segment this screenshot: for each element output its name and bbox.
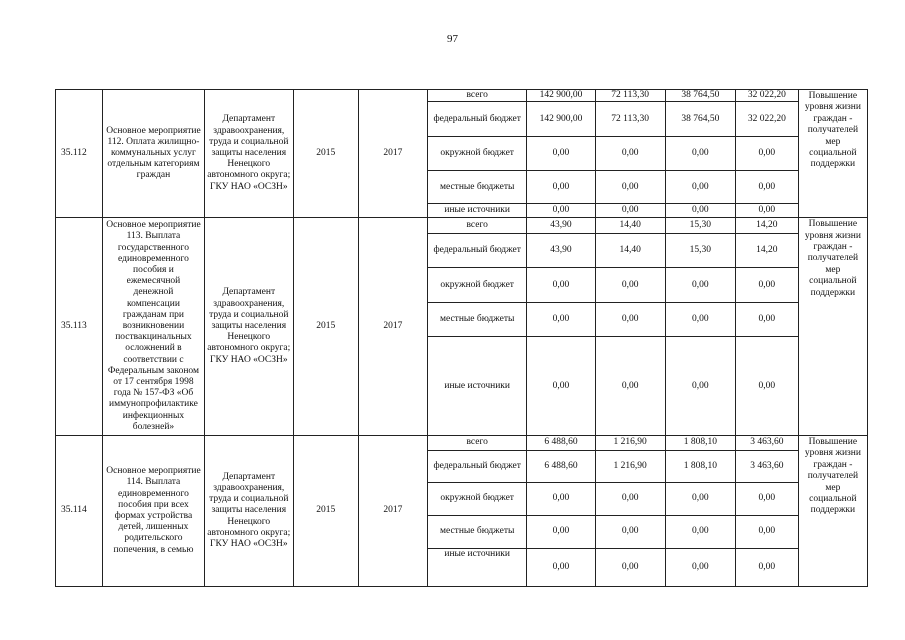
funding-source-label: иные источники bbox=[427, 549, 527, 587]
row-number: 35.112 bbox=[56, 90, 103, 218]
amount-2016: 0,00 bbox=[665, 137, 735, 171]
amount-2017: 0,00 bbox=[735, 171, 798, 204]
amount-2016: 0,00 bbox=[665, 516, 735, 549]
activity-description: Основное мероприятие 114. Выплата единовременного пособия при всех формах устройства детей, лишенных родительского попечения, в семью bbox=[103, 436, 205, 587]
amount-2017: 0,00 bbox=[735, 549, 798, 587]
funding-source-label: окружной бюджет bbox=[427, 267, 527, 302]
amount-total: 0,00 bbox=[527, 303, 595, 337]
amount-2015: 0,00 bbox=[595, 204, 665, 218]
amount-total: 6 488,60 bbox=[527, 436, 595, 451]
amount-2016: 15,30 bbox=[665, 218, 735, 234]
amount-total: 0,00 bbox=[527, 516, 595, 549]
amount-total: 0,00 bbox=[527, 337, 595, 436]
amount-total: 43,90 bbox=[527, 218, 595, 234]
end-year: 2017 bbox=[358, 90, 427, 218]
activity-description: Основное мероприятие 112. Оплата жилищно-коммунальных услуг отдельным категориям граждан bbox=[103, 90, 205, 218]
row-number: 35.113 bbox=[56, 218, 103, 436]
table-row bbox=[56, 218, 868, 234]
amount-total: 6 488,60 bbox=[527, 451, 595, 483]
amount-2015: 0,00 bbox=[595, 483, 665, 516]
amount-2017: 0,00 bbox=[735, 337, 798, 436]
funding-source-label: всего bbox=[427, 436, 527, 451]
amount-2017: 0,00 bbox=[735, 483, 798, 516]
funding-source-label: окружной бюджет bbox=[427, 483, 527, 516]
expected-result: Повышение уровня жизни граждан - получателей мер социальной поддержки bbox=[798, 436, 867, 587]
amount-2017: 3 463,60 bbox=[735, 451, 798, 483]
funding-source-label: окружной бюджет bbox=[427, 137, 527, 171]
amount-total: 43,90 bbox=[527, 233, 595, 267]
amount-2017: 0,00 bbox=[735, 303, 798, 337]
amount-2015: 0,00 bbox=[595, 267, 665, 302]
amount-2016: 38 764,50 bbox=[665, 90, 735, 102]
funding-source-label: всего bbox=[427, 218, 527, 234]
row-number: 35.114 bbox=[56, 436, 103, 587]
amount-2015: 0,00 bbox=[595, 337, 665, 436]
responsible-department: Департамент здравоохранения, труда и социальной защиты населения Ненецкого автономного округа; ГКУ НАО «ОСЗН» bbox=[204, 218, 293, 436]
end-year: 2017 bbox=[358, 436, 427, 587]
funding-source-label: местные бюджеты bbox=[427, 516, 527, 549]
funding-source-label: иные источники bbox=[427, 337, 527, 436]
amount-2015: 1 216,90 bbox=[595, 436, 665, 451]
amount-2016: 0,00 bbox=[665, 303, 735, 337]
table-row bbox=[56, 436, 868, 451]
activity-description: Основное мероприятие 113. Выплата государственного единовременного пособия и ежемесячной денежной компенсации гражданам при возникновении поствакцинальных осложнений в соответствии с Федеральным законом от 17 сентября 1998 года № 157-ФЗ «Об иммунопрофилактике инфекционных болезней» bbox=[103, 218, 205, 436]
funding-source-label: иные источники bbox=[427, 204, 527, 218]
amount-2016: 1 808,10 bbox=[665, 451, 735, 483]
amount-2017: 0,00 bbox=[735, 137, 798, 171]
funding-source-label: всего bbox=[427, 90, 527, 102]
amount-total: 0,00 bbox=[527, 171, 595, 204]
funding-source-label: местные бюджеты bbox=[427, 171, 527, 204]
responsible-department: Департамент здравоохранения, труда и социальной защиты населения Ненецкого автономного округа; ГКУ НАО «ОСЗН» bbox=[204, 90, 293, 218]
funding-source-label: федеральный бюджет bbox=[427, 233, 527, 267]
program-activities-table bbox=[55, 89, 868, 587]
expected-result: Повышение уровня жизни граждан - получателей мер социальной поддержки bbox=[798, 218, 867, 436]
start-year: 2015 bbox=[293, 218, 358, 436]
amount-2015: 72 113,30 bbox=[595, 90, 665, 102]
amount-2015: 0,00 bbox=[595, 516, 665, 549]
funding-source-label: федеральный бюджет bbox=[427, 102, 527, 137]
amount-2016: 15,30 bbox=[665, 233, 735, 267]
amount-2017: 32 022,20 bbox=[735, 90, 798, 102]
amount-2017: 3 463,60 bbox=[735, 436, 798, 451]
amount-2017: 14,20 bbox=[735, 218, 798, 234]
amount-2015: 1 216,90 bbox=[595, 451, 665, 483]
amount-total: 0,00 bbox=[527, 137, 595, 171]
amount-2016: 0,00 bbox=[665, 267, 735, 302]
start-year: 2015 bbox=[293, 90, 358, 218]
responsible-department: Департамент здравоохранения, труда и социальной защиты населения Ненецкого автономного округа; ГКУ НАО «ОСЗН» bbox=[204, 436, 293, 587]
funding-source-label: местные бюджеты bbox=[427, 303, 527, 337]
expected-result: Повышение уровня жизни граждан - получателей мер социальной поддержки bbox=[798, 90, 867, 218]
amount-2016: 0,00 bbox=[665, 483, 735, 516]
amount-total: 0,00 bbox=[527, 483, 595, 516]
amount-2015: 14,40 bbox=[595, 233, 665, 267]
amount-2015: 0,00 bbox=[595, 303, 665, 337]
page-number: 97 bbox=[447, 33, 458, 45]
amount-total: 142 900,00 bbox=[527, 102, 595, 137]
amount-2016: 0,00 bbox=[665, 337, 735, 436]
amount-total: 0,00 bbox=[527, 549, 595, 587]
amount-2015: 0,00 bbox=[595, 137, 665, 171]
amount-2017: 32 022,20 bbox=[735, 102, 798, 137]
amount-2015: 0,00 bbox=[595, 549, 665, 587]
amount-2016: 1 808,10 bbox=[665, 436, 735, 451]
amount-2017: 14,20 bbox=[735, 233, 798, 267]
amount-total: 0,00 bbox=[527, 204, 595, 218]
end-year: 2017 bbox=[358, 218, 427, 436]
start-year: 2015 bbox=[293, 436, 358, 587]
amount-total: 142 900,00 bbox=[527, 90, 595, 102]
amount-2017: 0,00 bbox=[735, 204, 798, 218]
table-row bbox=[56, 90, 868, 102]
amount-2016: 0,00 bbox=[665, 171, 735, 204]
amount-2017: 0,00 bbox=[735, 267, 798, 302]
amount-2016: 0,00 bbox=[665, 549, 735, 587]
amount-2015: 72 113,30 bbox=[595, 102, 665, 137]
amount-2015: 0,00 bbox=[595, 171, 665, 204]
amount-2016: 0,00 bbox=[665, 204, 735, 218]
amount-2015: 14,40 bbox=[595, 218, 665, 234]
amount-total: 0,00 bbox=[527, 267, 595, 302]
funding-source-label: федеральный бюджет bbox=[427, 451, 527, 483]
amount-2016: 38 764,50 bbox=[665, 102, 735, 137]
amount-2017: 0,00 bbox=[735, 516, 798, 549]
